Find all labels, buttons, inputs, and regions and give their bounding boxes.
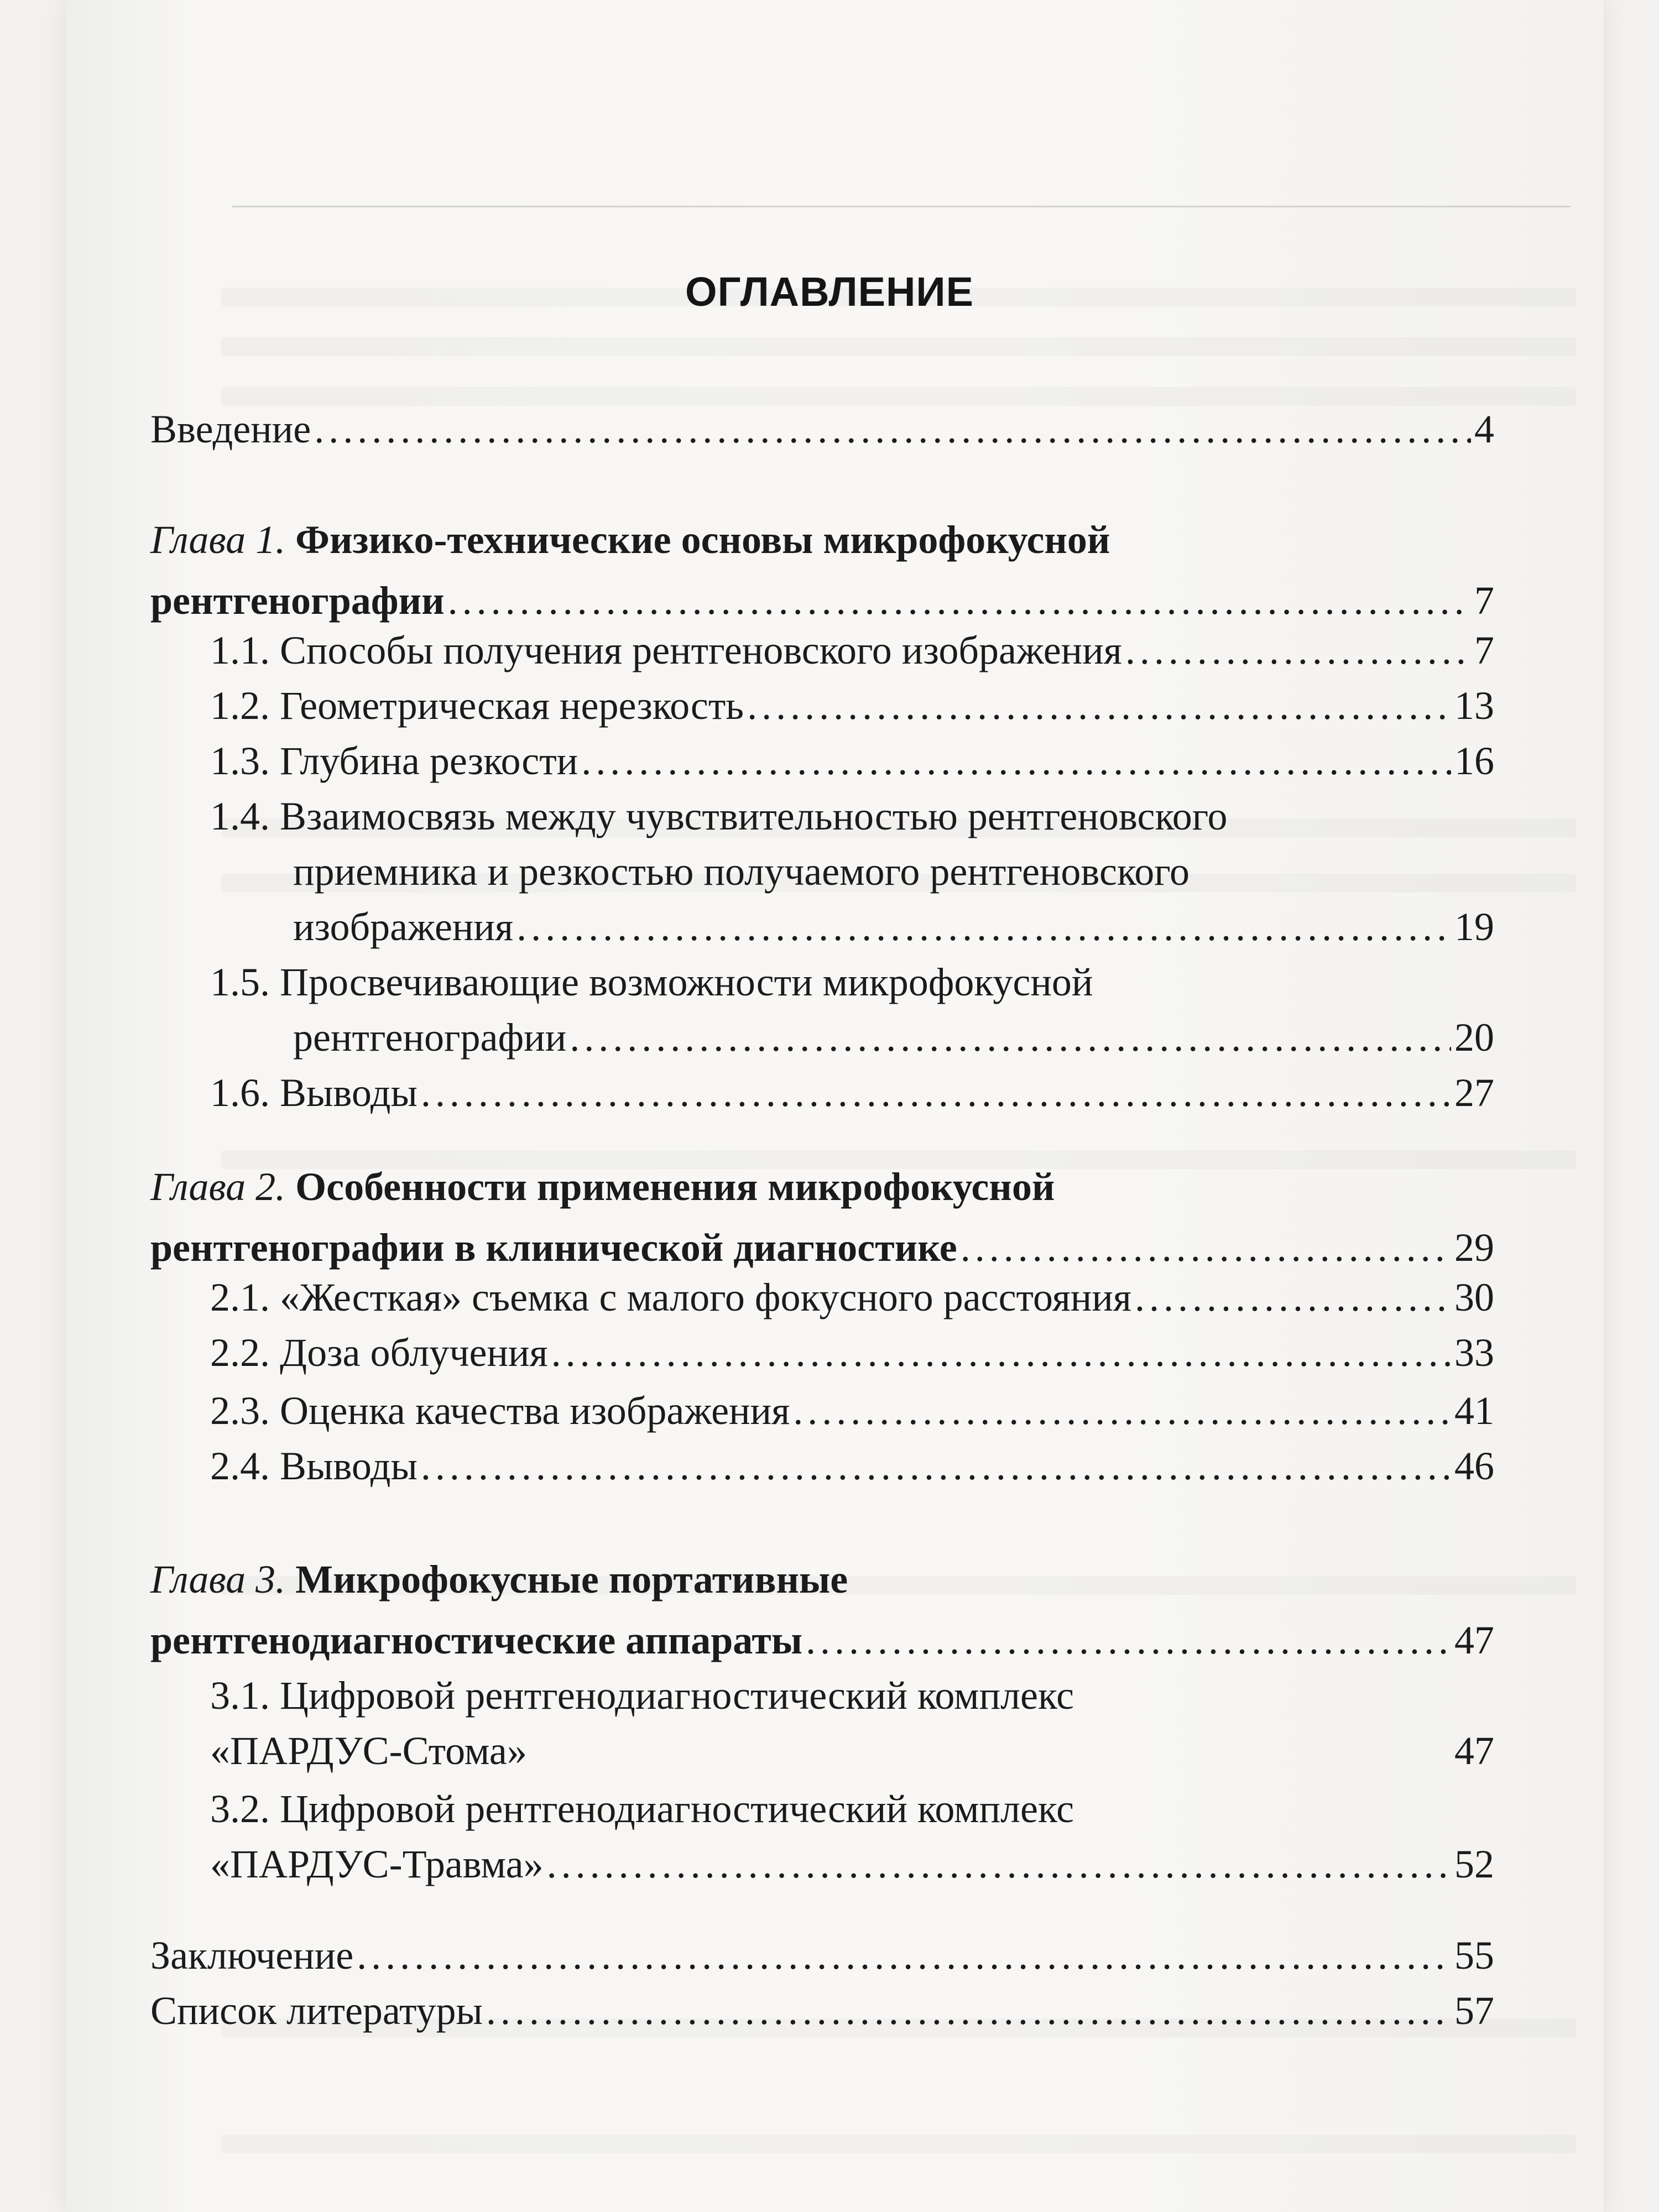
leader-dots [961, 1228, 1451, 1267]
toc-entry-1-4-line1[interactable]: 1.4. Взаимосвязь между чувствительностью рентгеновского [210, 794, 1228, 838]
toc-page-number: 47 [1454, 1618, 1494, 1662]
chapter-label: Глава 2. [150, 1165, 286, 1209]
toc-entry-3-2[interactable] [210, 1844, 1494, 1884]
toc-entry-references[interactable] [150, 1991, 1494, 2031]
toc-entry-1-5[interactable] [293, 1015, 1494, 1060]
toc-entry-2-3[interactable] [210, 1391, 1494, 1431]
toc-entry-1-6[interactable] [210, 1073, 1494, 1113]
toc-entry-title: 1.3. Глубина резкости [210, 739, 578, 783]
chapter-title-line2: рентгенодиагностические аппараты [150, 1618, 802, 1662]
toc-page-number: 16 [1454, 739, 1494, 783]
toc-page-number: 4 [1474, 407, 1494, 451]
toc-page-number: 29 [1454, 1225, 1494, 1270]
leader-dots [547, 1844, 1451, 1884]
leader-dots [806, 1620, 1451, 1660]
toc-heading: ОГЛАВЛЕНИЕ [685, 269, 974, 315]
toc-entry-chapter-2[interactable] [150, 1225, 1494, 1270]
toc-entry-3-1-line1[interactable]: 3.1. Цифровой рентгенодиагностический комплекс [210, 1673, 1074, 1718]
leader-dots [747, 686, 1451, 726]
toc-entry-1-5-line1[interactable]: 1.5. Просвечивающие возможности микрофокусной [210, 960, 1093, 1004]
toc-entry-2-4[interactable] [210, 1446, 1494, 1486]
chapter-title-line1: Особенности применения микрофокусной [295, 1165, 1055, 1209]
leader-dots [793, 1391, 1451, 1431]
toc-entry-2-2[interactable] [210, 1333, 1494, 1373]
toc-entry-title: Список литературы [150, 1989, 483, 2033]
chapter-title-line2: рентгенографии в клинической диагностике [150, 1225, 957, 1270]
toc-page-number: 41 [1454, 1389, 1494, 1433]
leader-dots [421, 1446, 1451, 1486]
toc-page-number: 7 [1474, 628, 1494, 672]
toc-entry-title: 2.4. Выводы [210, 1444, 418, 1488]
toc-entry-title: 1.2. Геометрическая нерезкость [210, 684, 744, 728]
leader-dots [517, 907, 1451, 947]
chapter-2-heading[interactable] [150, 1167, 1055, 1207]
toc-entry-1-2[interactable] [210, 686, 1494, 726]
toc-entry-2-1[interactable] [210, 1277, 1494, 1317]
toc-page-number: 57 [1454, 1989, 1494, 2033]
chapter-title-line1: Физико-технические основы микрофокусной [295, 518, 1110, 562]
toc-entry-1-4-line2[interactable]: приемника и резкостью получаемого рентгеновского [293, 849, 1190, 894]
leader-dots [551, 1333, 1451, 1373]
leader-dots [570, 1018, 1451, 1057]
chapter-label: Глава 3. [150, 1557, 286, 1601]
toc-page-number: 46 [1454, 1444, 1494, 1488]
leader-dots [421, 1073, 1451, 1113]
toc-entry-title: 2.3. Оценка качества изображения [210, 1389, 790, 1433]
toc-entry-title: «ПАРДУС-Травма» [210, 1842, 544, 1886]
toc-entry-title: «ПАРДУС-Стома» [210, 1729, 527, 1773]
toc-entry-1-1[interactable] [210, 630, 1494, 670]
leader-dots [357, 1936, 1451, 1975]
toc-page-number: 7 [1474, 578, 1494, 623]
toc-page-number: 13 [1454, 684, 1494, 728]
leader-dots [314, 409, 1471, 449]
toc-entry-title: 2.2. Доза облучения [210, 1331, 548, 1375]
toc-entry-chapter-1[interactable] [150, 578, 1494, 623]
chapter-label: Глава 1. [150, 518, 286, 562]
leader-dots [581, 741, 1451, 781]
toc-entry-3-1[interactable] [210, 1731, 1494, 1771]
chapter-3-heading[interactable] [150, 1559, 848, 1599]
toc-entry-chapter-3[interactable] [150, 1620, 1494, 1660]
toc-entry-title: изображения [293, 905, 514, 949]
leader-dots [1135, 1277, 1451, 1317]
chapter-title-line2: рентгенографии [150, 578, 445, 623]
toc-entry-1-3[interactable] [210, 741, 1494, 781]
toc-page-number: 27 [1454, 1071, 1494, 1115]
toc-page-number: 33 [1454, 1331, 1494, 1375]
chapter-title-line1: Микрофокусные портативные [295, 1557, 848, 1601]
chapter-1-heading[interactable] [150, 520, 1110, 560]
toc-page-number: 20 [1454, 1015, 1494, 1060]
toc-entry-intro[interactable] [150, 409, 1494, 449]
toc-entry-conclusion[interactable] [150, 1933, 1494, 1978]
toc-page-number: 47 [1454, 1729, 1494, 1773]
toc-entry-title: 1.6. Выводы [210, 1071, 418, 1115]
toc-entry-title: 1.1. Способы получения рентгеновского изображения [210, 628, 1122, 672]
toc-page-number: 55 [1454, 1933, 1494, 1978]
toc-entry-3-2-line1[interactable]: 3.2. Цифровой рентгенодиагностический комплекс [210, 1787, 1074, 1831]
toc-entry-title: рентгенографии [293, 1015, 567, 1060]
toc-page-number: 52 [1454, 1842, 1494, 1886]
toc-entry-title: Введение [150, 407, 311, 451]
leader-dots [1125, 630, 1471, 670]
leader-dots [448, 581, 1471, 620]
leader-dots [486, 1991, 1451, 2031]
toc-entry-title: Заключение [150, 1933, 354, 1978]
toc-entry-1-4[interactable] [293, 907, 1494, 947]
toc-page-number: 30 [1454, 1275, 1494, 1319]
toc-entry-title: 2.1. «Жесткая» съемка с малого фокусного расстояния [210, 1275, 1131, 1319]
toc-page-number: 19 [1454, 905, 1494, 949]
